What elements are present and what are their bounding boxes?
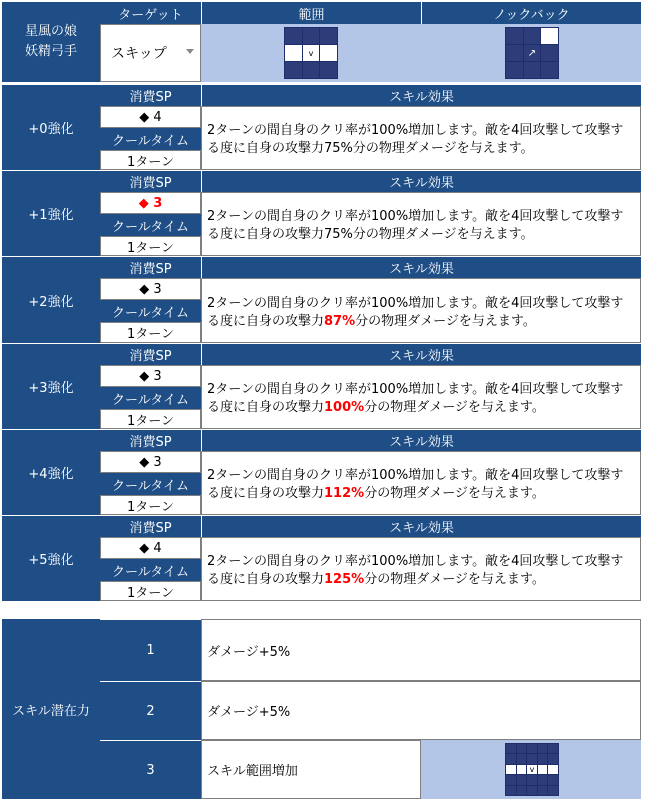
effect-text xyxy=(201,451,641,515)
potential-row-3-num: 3 xyxy=(100,740,201,799)
effect-text-pre: 2ターンの間自身のクリ率が100%増加します。敵を4回攻撃して攻撃する度に自身の攻撃力 xyxy=(207,382,624,415)
potential-title: スキル潜在力 xyxy=(2,619,100,799)
effect-text xyxy=(201,537,641,601)
grid-cell xyxy=(524,62,541,78)
effect-description xyxy=(207,553,636,589)
effect-value: 100% xyxy=(324,400,365,415)
enhancement-level: +0強化 xyxy=(2,84,100,170)
grid-cell-target xyxy=(285,45,302,61)
grid-cell-target xyxy=(548,765,558,774)
cooldown-value: 1ターン xyxy=(100,236,201,256)
cooldown-value: 1ターン xyxy=(100,322,201,343)
grid-cell xyxy=(527,744,537,753)
target-select[interactable] xyxy=(100,24,201,82)
effect-header: スキル効果 xyxy=(201,515,641,537)
grid-cell xyxy=(524,28,541,44)
enhancement-level: +2強化 xyxy=(2,256,100,343)
knockback-header: ノックバック xyxy=(421,2,641,24)
effect-description xyxy=(207,467,636,503)
grid-cell xyxy=(548,775,558,784)
range-origin-marker: v xyxy=(303,45,320,61)
grid-cell-target xyxy=(517,765,527,774)
grid-cell xyxy=(285,28,302,44)
effect-header: スキル効果 xyxy=(201,256,641,278)
cooldown-header: クールタイム xyxy=(100,387,201,409)
potential-row-2-text: ダメージ+5% xyxy=(201,681,641,740)
grid-cell xyxy=(506,62,523,78)
cooldown-value: 1ターン xyxy=(100,409,201,429)
potential-row-1-num: 1 xyxy=(100,619,201,681)
cooldown-header: クールタイム xyxy=(100,559,201,581)
grid-cell xyxy=(506,775,516,784)
sp-header: 消費SP xyxy=(100,429,201,451)
grid-cell xyxy=(548,754,558,763)
grid-cell xyxy=(320,28,337,44)
grid-cell-target xyxy=(320,45,337,61)
grid-cell xyxy=(548,744,558,753)
effect-header: スキル効果 xyxy=(201,170,641,192)
effect-value: 75% xyxy=(324,141,353,156)
effect-value: 112% xyxy=(324,486,365,501)
effect-header: スキル効果 xyxy=(201,429,641,451)
effect-text xyxy=(201,365,641,429)
effect-header: スキル効果 xyxy=(201,343,641,365)
potential-range-grid xyxy=(505,743,559,796)
effect-text-post: 分の物理ダメージを与えます。 xyxy=(352,141,534,156)
sp-header: 消費SP xyxy=(100,84,201,106)
knockback-cell xyxy=(421,24,641,82)
grid-cell xyxy=(285,62,302,78)
grid-cell xyxy=(506,786,516,795)
effect-text-pre: 2ターンの間自身のクリ率が100%増加します。敵を4回攻撃して攻撃する度に自身の攻撃力 xyxy=(207,554,624,587)
grid-cell xyxy=(527,775,537,784)
effect-text-post: 分の物理ダメージを与えます。 xyxy=(355,313,536,329)
sp-value: ◆ 3 xyxy=(100,278,201,300)
grid-cell xyxy=(303,62,320,78)
effect-text-pre: 2ターンの間自身のクリ率が100%増加します。敵を4回攻撃して攻撃する度に自身の攻撃力 xyxy=(207,468,624,501)
cooldown-value: 1ターン xyxy=(100,495,201,515)
range-origin-marker: v xyxy=(527,765,537,774)
enhancement-level: +5強化 xyxy=(2,515,100,601)
knockback-grid xyxy=(505,27,559,79)
grid-cell xyxy=(517,754,527,763)
grid-cell xyxy=(538,754,548,763)
grid-cell xyxy=(538,775,548,784)
sp-header: 消費SP xyxy=(100,256,201,278)
target-header: ターゲット xyxy=(100,2,201,24)
potential-range-cell xyxy=(421,740,641,799)
grid-cell xyxy=(320,62,337,78)
knockback-arrow-icon: ↗ xyxy=(524,45,541,61)
effect-description xyxy=(207,122,636,158)
sp-value: ◆ 3 xyxy=(100,451,201,473)
grid-cell xyxy=(541,62,558,78)
grid-cell xyxy=(548,786,558,795)
target-select-value: スキップ xyxy=(111,46,167,62)
grid-cell-target xyxy=(538,765,548,774)
effect-description xyxy=(207,208,636,244)
grid-cell xyxy=(538,786,548,795)
grid-cell xyxy=(541,45,558,61)
cooldown-header: クールタイム xyxy=(100,300,201,322)
cooldown-header: クールタイム xyxy=(100,128,201,150)
character-name-line2: 妖精弓手 xyxy=(24,44,77,59)
cooldown-header: クールタイム xyxy=(100,214,201,236)
range-grid xyxy=(284,27,338,79)
effect-value: 75% xyxy=(324,227,353,242)
grid-cell-target xyxy=(506,765,516,774)
sp-value: ◆ 4 xyxy=(100,106,201,128)
caret-down-icon[interactable] xyxy=(186,49,194,54)
effect-header: スキル効果 xyxy=(201,84,641,106)
potential-row-3-text: スキル範囲増加 xyxy=(201,740,421,799)
effect-value: 87% xyxy=(324,313,356,329)
effect-text xyxy=(201,106,641,170)
cooldown-value: 1ターン xyxy=(100,581,201,601)
character-name xyxy=(2,2,100,82)
effect-text-post: 分の物理ダメージを与えます。 xyxy=(364,486,545,501)
enhancement-level: +3強化 xyxy=(2,343,100,429)
sp-value: ◆ 3 xyxy=(100,192,201,214)
effect-text-pre: 2ターンの間自身のクリ率が100%増加します。敵を4回攻撃して攻撃する度に自身の攻撃力 xyxy=(207,295,624,329)
effect-text xyxy=(201,192,641,256)
range-cell xyxy=(201,24,421,82)
effect-text-post: 分の物理ダメージを与えます。 xyxy=(352,227,534,242)
sp-value: ◆ 3 xyxy=(100,365,201,387)
sp-value: ◆ 4 xyxy=(100,537,201,559)
grid-cell xyxy=(517,775,527,784)
effect-description xyxy=(207,381,636,417)
range-header: 範囲 xyxy=(201,2,421,24)
effect-text-pre: 2ターンの間自身のクリ率が100%増加します。敵を4回攻撃して攻撃する度に自身の攻撃力 xyxy=(207,209,624,242)
enhancement-level: +1強化 xyxy=(2,170,100,256)
grid-cell xyxy=(527,786,537,795)
grid-cell xyxy=(506,754,516,763)
enhancement-level: +4強化 xyxy=(2,429,100,515)
cooldown-value: 1ターン xyxy=(100,150,201,170)
grid-cell xyxy=(506,744,516,753)
effect-value: 125% xyxy=(324,572,365,587)
effect-text-post: 分の物理ダメージを与えます。 xyxy=(364,400,545,415)
effect-text-post: 分の物理ダメージを与えます。 xyxy=(364,572,545,587)
grid-cell xyxy=(303,28,320,44)
potential-row-2-num: 2 xyxy=(100,681,201,740)
grid-cell xyxy=(517,786,527,795)
potential-row-1-text: ダメージ+5% xyxy=(201,619,641,681)
grid-cell xyxy=(538,744,548,753)
grid-cell xyxy=(506,28,523,44)
effect-description xyxy=(207,295,636,331)
effect-text-pre: 2ターンの間自身のクリ率が100%増加します。敵を4回攻撃して攻撃する度に自身の攻撃力 xyxy=(207,123,624,156)
grid-cell xyxy=(517,744,527,753)
grid-cell xyxy=(527,754,537,763)
grid-cell xyxy=(506,45,523,61)
cooldown-header: クールタイム xyxy=(100,473,201,495)
character-name-line1: 星風の娘 xyxy=(24,24,77,39)
sp-header: 消費SP xyxy=(100,343,201,365)
sp-header: 消費SP xyxy=(100,515,201,537)
grid-cell-knockback xyxy=(541,28,558,44)
sp-header: 消費SP xyxy=(100,170,201,192)
effect-text xyxy=(201,278,641,343)
